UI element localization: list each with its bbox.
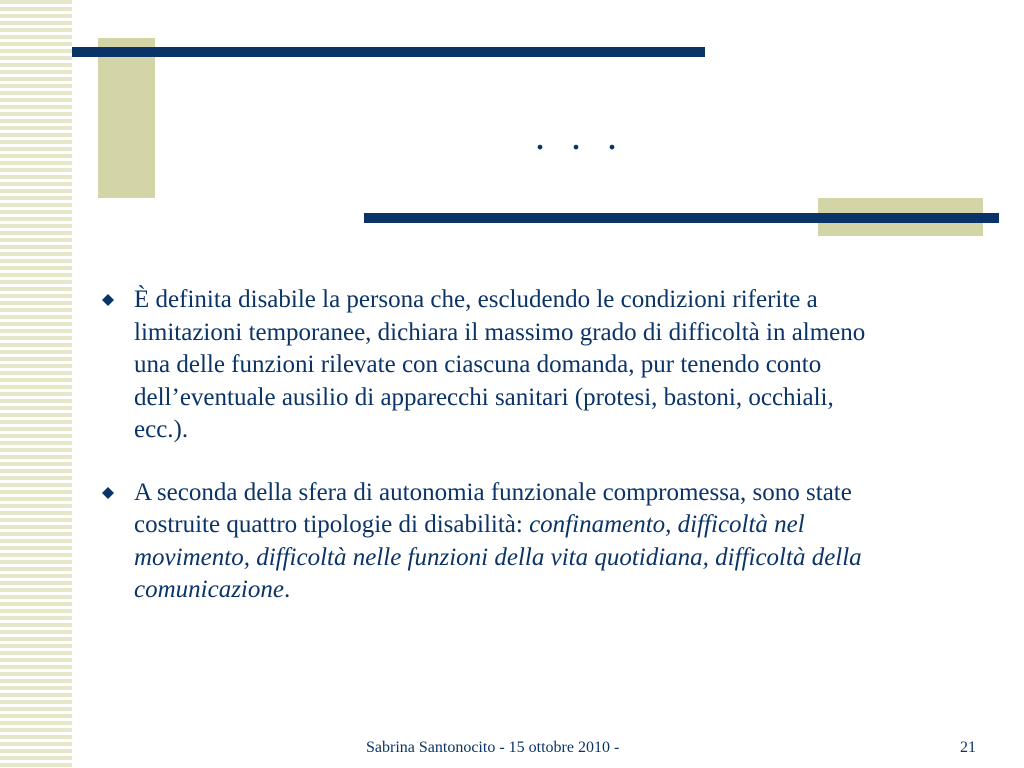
- page-number: 21: [960, 739, 976, 756]
- top-accent-line: [72, 47, 705, 57]
- bottom-accent-line: [364, 213, 999, 223]
- bullet-item-2: [98, 477, 888, 607]
- bullet-text: [134, 479, 862, 604]
- bullet-list: [98, 284, 888, 607]
- bullet-text-emphasis: confinamento, difficoltà nel movimento, difficoltà nelle funzioni della vita quotidiana, difficoltà della comunicazione: [134, 511, 862, 603]
- footer-text: Sabrina Santonocito - 15 ottobre 2010 -: [366, 739, 620, 756]
- diamond-bullet-icon: [102, 294, 114, 306]
- bullet-text: È definita disabile la persona che, escludendo le condizioni riferite a limitazioni temporanee, dichiara il massimo grado di difficoltà in almeno una delle funzioni rilevate con ciascuna domanda, pur tenendo conto dell’eventuale ausilio di apparecchi sanitari (protesi, bastoni, occhiali, ecc.).: [134, 286, 866, 443]
- bullet-text-end: .: [283, 576, 291, 603]
- diamond-bullet-icon: [102, 487, 114, 499]
- top-left-accent-block: [98, 38, 155, 198]
- left-stripe-decoration: [0, 0, 72, 768]
- bullet-text-plain: A seconda della sfera di autonomia funzionale compromessa, sono state costruite quattro tipologie di disabilità:: [134, 478, 852, 538]
- bullet-item-1: [98, 284, 888, 447]
- slide-title: . . .: [535, 113, 625, 158]
